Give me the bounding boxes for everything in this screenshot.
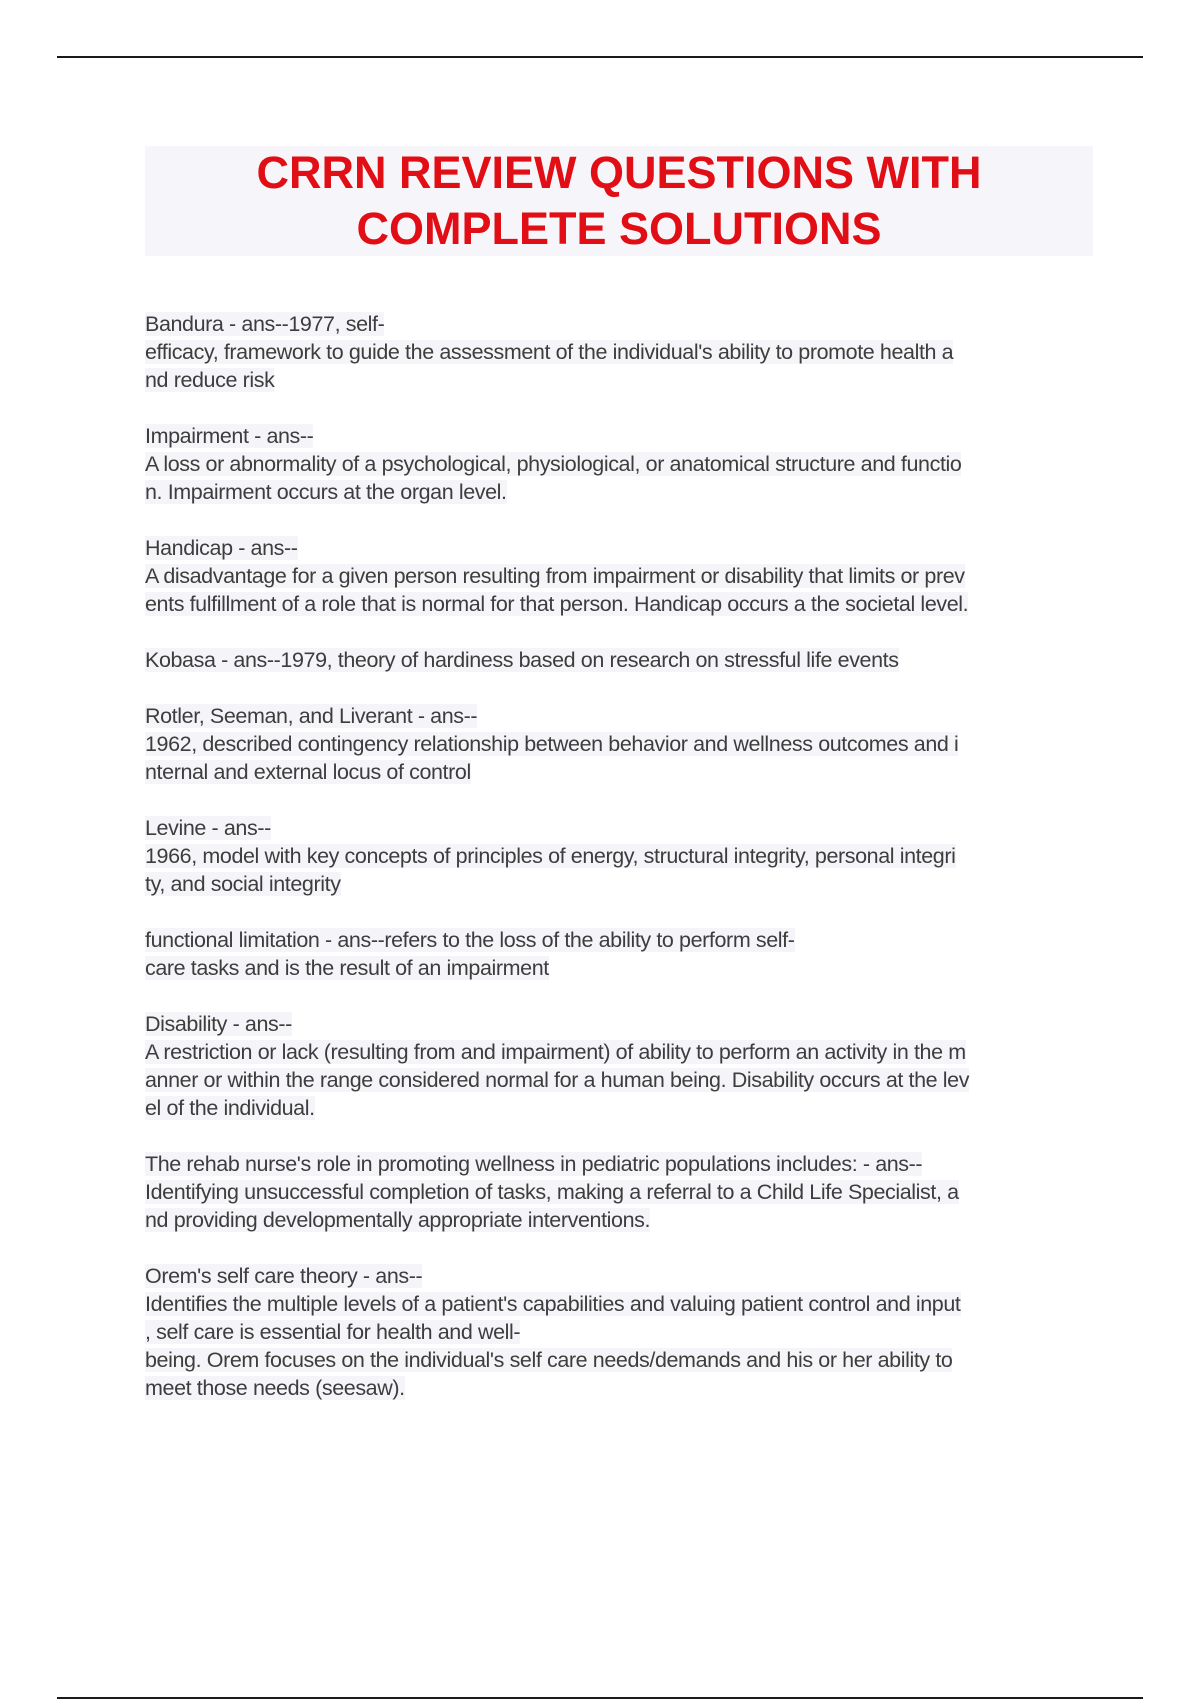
qa-entry-levine [145, 814, 1090, 898]
entry-line-text: 1966, model with key concepts of principles of energy, structural integrity, personal integri [145, 844, 956, 868]
entry-line [145, 1374, 1090, 1402]
entry-line [145, 1290, 1090, 1318]
entry-line [145, 730, 1090, 758]
entry-line [145, 1066, 1090, 1094]
entry-line-text: Handicap - ans-- [145, 536, 298, 560]
entry-line [145, 926, 1090, 954]
entry-line [145, 366, 1090, 394]
entry-line-text: 1962, described contingency relationship between behavior and wellness outcomes and i [145, 732, 959, 756]
entry-line-text: Kobasa - ans--1979, theory of hardiness based on research on stressful life events [145, 648, 899, 672]
qa-entry-handicap [145, 534, 1090, 618]
entry-line [145, 562, 1090, 590]
entry-line-text: Identifies the multiple levels of a patient's capabilities and valuing patient control and input [145, 1292, 961, 1316]
entry-line [145, 1318, 1090, 1346]
entry-line-text: nd providing developmentally appropriate interventions. [145, 1208, 651, 1232]
qa-entry-rotler [145, 702, 1090, 786]
entry-line [145, 534, 1090, 562]
entry-line [145, 338, 1090, 366]
entry-line-text: nd reduce risk [145, 368, 275, 392]
entry-line-text: Rotler, Seeman, and Liverant - ans-- [145, 704, 478, 728]
entry-line [145, 758, 1090, 786]
entry-line-text: being. Orem focuses on the individual's self care needs/demands and his or her ability to [145, 1348, 953, 1372]
entry-line-text: nternal and external locus of control [145, 760, 471, 784]
entry-line-text: anner or within the range considered normal for a human being. Disability occurs at the lev [145, 1068, 970, 1092]
entry-line-text: Impairment - ans-- [145, 424, 314, 448]
entry-line [145, 842, 1090, 870]
entry-line [145, 702, 1090, 730]
qa-entry-disability [145, 1010, 1090, 1122]
entry-line-text: The rehab nurse's role in promoting wellness in pediatric populations includes: - ans-- [145, 1152, 923, 1176]
qa-entry-list [145, 310, 1090, 1430]
entry-line-text: functional limitation - ans--refers to the loss of the ability to perform self- [145, 928, 795, 952]
entry-line [145, 422, 1090, 450]
qa-entry-bandura [145, 310, 1090, 394]
entry-line-text: ents fulfillment of a role that is normal for that person. Handicap occurs a the societal level. [145, 592, 969, 616]
entry-line-text: meet those needs (seesaw). [145, 1376, 405, 1400]
qa-entry-impairment [145, 422, 1090, 506]
entry-line-text: A loss or abnormality of a psychological, physiological, or anatomical structure and functio [145, 452, 962, 476]
top-rule [57, 56, 1143, 58]
entry-line-text: A restriction or lack (resulting from and impairment) of ability to perform an activity in the m [145, 1040, 966, 1064]
entry-line [145, 954, 1090, 982]
entry-line-text: efficacy, framework to guide the assessment of the individual's ability to promote health a [145, 340, 954, 364]
entry-line-text: ty, and social integrity [145, 872, 341, 896]
entry-line-text: A disadvantage for a given person resulting from impairment or disability that limits or prev [145, 564, 965, 588]
entry-line [145, 870, 1090, 898]
entry-line-text: care tasks and is the result of an impairment [145, 956, 549, 980]
entry-line [145, 814, 1090, 842]
entry-line [145, 1010, 1090, 1038]
qa-entry-rehab-nurse-pediatric [145, 1150, 1090, 1234]
entry-line [145, 1206, 1090, 1234]
entry-line [145, 1150, 1090, 1178]
entry-line [145, 1094, 1090, 1122]
entry-line [145, 1178, 1090, 1206]
title-banner [145, 146, 1093, 256]
entry-line [145, 590, 1090, 618]
entry-line [145, 1038, 1090, 1066]
title-line-1: CRRN REVIEW QUESTIONS WITH [256, 147, 982, 198]
entry-line-text: Levine - ans-- [145, 816, 271, 840]
document-title [256, 145, 981, 257]
entry-line [145, 646, 1090, 674]
qa-entry-functional-limitation [145, 926, 1090, 982]
entry-line [145, 450, 1090, 478]
entry-line [145, 478, 1090, 506]
entry-line-text: , self care is essential for health and well- [145, 1320, 521, 1344]
entry-line-text: n. Impairment occurs at the organ level. [145, 480, 507, 504]
entry-line [145, 1346, 1090, 1374]
qa-entry-kobasa [145, 646, 1090, 674]
entry-line-text: Orem's self care theory - ans-- [145, 1264, 423, 1288]
title-line-2: COMPLETE SOLUTIONS [356, 203, 882, 254]
entry-line-text: Bandura - ans--1977, self- [145, 312, 385, 336]
entry-line-text: Disability - ans-- [145, 1012, 292, 1036]
entry-line-text: Identifying unsuccessful completion of tasks, making a referral to a Child Life Specialist, a [145, 1180, 959, 1204]
entry-line [145, 1262, 1090, 1290]
qa-entry-orem [145, 1262, 1090, 1402]
entry-line-text: el of the individual. [145, 1096, 315, 1120]
bottom-rule [57, 1697, 1143, 1699]
entry-line [145, 310, 1090, 338]
